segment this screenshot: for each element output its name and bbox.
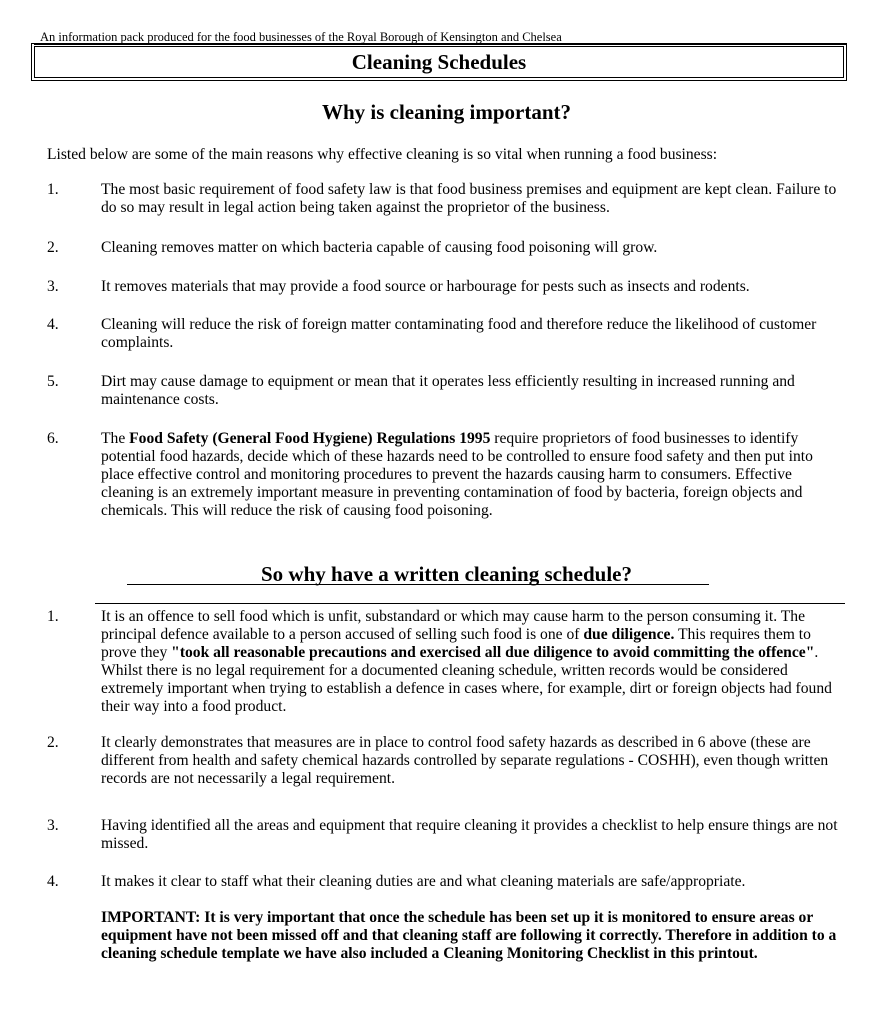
item-text: It clearly demonstrates that measures are in place to control food safety hazards as described in 6 above (these are different from health and safety chemical hazards controlled by separate regulations - COSHH), even though written records are not necessarily a legal requirement. (101, 734, 829, 787)
item-number: 1. (47, 608, 59, 625)
page-title: Cleaning Schedules (34, 46, 844, 78)
item-number: 6. (47, 430, 59, 447)
important-text: IMPORTANT: It is very important that once the schedule has been set up it is monitored to ensure areas or equipment have not been missed off and that cleaning staff are following it correctly. Therefore in addition to a cleaning schedule template we have also included a Cleaning Monitoring Checklist in this printout. (101, 909, 837, 962)
header-rule (34, 44, 847, 45)
item-text (101, 430, 841, 520)
section-heading-written-schedule: So why have a written cleaning schedule? (260, 562, 632, 586)
section-rule (95, 603, 845, 604)
running-header: An information pack produced for the food businesses of the Royal Borough of Kensington and Chelsea (40, 30, 562, 44)
item-number: 1. (47, 181, 59, 198)
item-text: It removes materials that may provide a food source or harbourage for pests such as insects and rodents. (101, 278, 750, 295)
item-number: 2. (47, 239, 59, 256)
item-number: 2. (47, 734, 59, 751)
item-text (101, 608, 841, 716)
text-segment: This requires them to prove they (101, 626, 811, 661)
item-text: The most basic requirement of food safety law is that food business premises and equipment are kept clean. Failure to do so may result in legal action being taken against the proprietor of the business. (101, 181, 837, 216)
item-number: 3. (47, 278, 59, 295)
item-text: It makes it clear to staff what their cleaning duties are and what cleaning materials are safe/appropriate. (101, 873, 746, 890)
item-text: Cleaning will reduce the risk of foreign matter contaminating food and therefore reduce the likelihood of customer complaints. (101, 316, 817, 351)
item-number: 3. (47, 817, 59, 834)
regulation-name: Food Safety (General Food Hygiene) Regulations 1995 (129, 430, 491, 447)
item-number: 4. (47, 316, 59, 333)
item-text: Cleaning removes matter on which bacteria capable of causing food poisoning will grow. (101, 239, 658, 256)
item-text: Dirt may cause damage to equipment or mean that it operates less efficiently resulting in increased running and maintenance costs. (101, 373, 795, 408)
section-heading-why-cleaning: Why is cleaning important? (321, 100, 572, 124)
heading-underline (127, 584, 709, 585)
item-number: 5. (47, 373, 59, 390)
item-number: 4. (47, 873, 59, 890)
text-segment: require proprietors of food businesses to identify potential food hazards, decide which of these hazards need to be controlled to ensure food safety and then put into place effective control and monitoring procedures to prevent the hazards causing harm to consumers. Effective cleaning is an extremely important measure in preventing contamination of food by bacteria, foreign objects and chemicals. This will reduce the risk of causing food poisoning. (101, 430, 813, 519)
intro-paragraph: Listed below are some of the main reasons why effective cleaning is so vital when running a food business: (47, 146, 718, 163)
text-segment: It is an offence to sell food which is unfit, substandard or which may cause harm to the person consuming it. The principal defence available to a person accused of selling such food is one of (101, 608, 806, 643)
bold-term: due diligence. (583, 626, 675, 643)
bold-quote: "took all reasonable precautions and exercised all due diligence to avoid committing the offence" (171, 644, 815, 661)
item-text: Having identified all the areas and equipment that require cleaning it provides a checklist to help ensure things are not missed. (101, 817, 838, 852)
text-segment: The (101, 430, 130, 447)
text-segment: . Whilst there is no legal requirement for a documented cleaning schedule, written records would be considered extremely important when trying to establish a defence in cases where, for example, dirt or foreign objects had found their way into a food product. (101, 644, 832, 715)
